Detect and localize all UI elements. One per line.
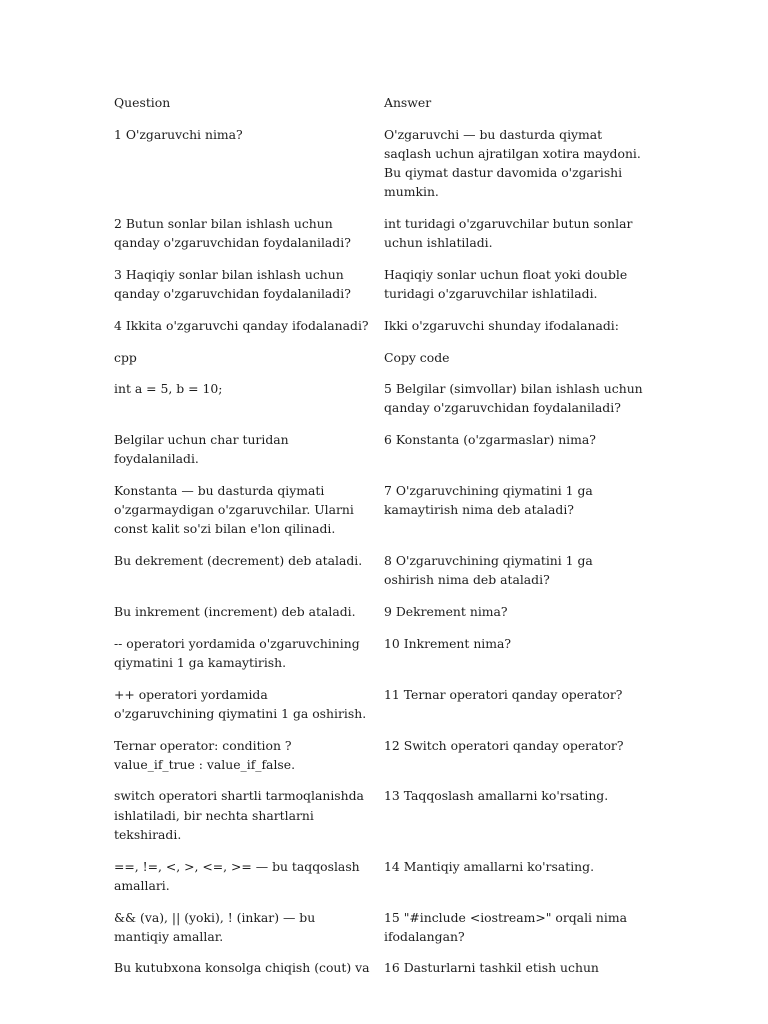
table-row: [114, 736, 644, 787]
cell-text: ++ operatori yordamida o'zgaruvchining qiymatini 1 ga oshirish.: [114, 686, 367, 721]
table-cell-left: [114, 265, 384, 316]
table-row: [114, 348, 644, 380]
cell-text: 2 Butun sonlar bilan ishlash uchun qanday o'zgaruvchidan foydalaniladi?: [114, 216, 351, 251]
cell-text: ==, !=, <, >, <=, >= — bu taqqoslash amallari.: [114, 858, 360, 893]
cell-text: Bu dekrement (decrement) deb ataladi.: [114, 553, 363, 569]
table-cell-right: [384, 379, 644, 430]
cell-text: O'zgaruvchi — bu dasturda qiymat saqlash uchun ajratilgan xotira maydoni. Bu qiymat dastur davomida o'zgarishi mumkin.: [384, 126, 641, 200]
table-cell-left: [114, 602, 384, 634]
table-row: [114, 857, 644, 908]
cell-text: 7 O'zgaruvchining qiymatini 1 ga kamaytirish nima deb ataladi?: [384, 483, 593, 518]
cell-text: 9 Dekrement nima?: [384, 604, 508, 620]
table-cell-left: [114, 316, 384, 348]
cell-text: 8 O'zgaruvchining qiymatini 1 ga oshirish nima deb ataladi?: [384, 553, 593, 588]
table-cell-left: [114, 125, 384, 214]
table-row: [114, 685, 644, 736]
table-row: [114, 316, 644, 348]
table-cell-left: [114, 348, 384, 380]
cell-text: 14 Mantiqiy amallarni ko'rsating.: [384, 858, 595, 874]
table-cell-right: [384, 857, 644, 908]
table-cell-left: [114, 430, 384, 481]
table-cell-right: [384, 908, 644, 959]
cell-text: 6 Konstanta (o'zgarmaslar) nima?: [384, 432, 596, 448]
cell-text: 3 Haqiqiy sonlar bilan ishlash uchun qanday o'zgaruvchidan foydalaniladi?: [114, 266, 351, 302]
table-cell-left: [114, 481, 384, 551]
table-row: [114, 214, 644, 265]
cell-text: -- operatori yordamida o'zgaruvchining qiymatini 1 ga kamaytirish.: [114, 635, 360, 670]
table-row: [114, 430, 644, 481]
table-cell-left: [114, 551, 384, 602]
table-cell-right: [384, 634, 644, 685]
cell-text: Konstanta — bu dasturda qiymati o'zgarmaydigan o'zgaruvchilar. Ularni const kalit so'zi bilan e'lon qilinadi.: [114, 483, 354, 537]
table-cell-right: [384, 685, 644, 736]
table-row: [114, 958, 644, 977]
cell-text: 11 Ternar operatori qanday operator?: [384, 686, 623, 702]
table-cell-right: [384, 481, 644, 551]
table-header-row: [114, 93, 644, 125]
cell-text: 16 Dasturlarni tashkil etish uchun: [384, 960, 599, 976]
table-cell-left: [114, 214, 384, 265]
table-row: [114, 908, 644, 959]
cell-text: 13 Taqqoslash amallarni ko'rsating.: [384, 788, 609, 804]
cell-text: int turidagi o'zgaruvchilar butun sonlar uchun ishlatiladi.: [384, 216, 633, 251]
header-answer: Answer: [384, 95, 432, 110]
table-cell-left: [114, 908, 384, 959]
cell-text: Bu inkrement (increment) deb ataladi.: [114, 604, 356, 620]
table-row: [114, 786, 644, 856]
table-cell-left: [114, 958, 384, 977]
table-cell-right: [384, 214, 644, 265]
table-cell-right: [384, 551, 644, 602]
table-row: [114, 634, 644, 685]
cell-text: 5 Belgilar (simvollar) bilan ishlash uchun qanday o'zgaruvchidan foydalaniladi?: [384, 381, 643, 416]
table-row: [114, 125, 644, 214]
cell-text: cpp: [114, 349, 137, 365]
table-cell-left: [114, 685, 384, 736]
table-row: [114, 602, 644, 634]
table-cell-right: [384, 430, 644, 481]
table-cell-right: [384, 316, 644, 348]
table-cell-right: [384, 786, 644, 856]
cell-text: 1 O'zgaruvchi nima?: [114, 126, 243, 142]
table-cell-left: [114, 736, 384, 787]
qa-table: [114, 93, 644, 978]
table-cell-right: [384, 348, 644, 380]
cell-text: 10 Inkrement nima?: [384, 635, 512, 651]
cell-text: 12 Switch operatori qanday operator?: [384, 737, 624, 753]
table-cell-left: [114, 379, 384, 430]
table-cell-left: [114, 857, 384, 908]
cell-text: Haqiqiy sonlar uchun float yoki double turidagi o'zgaruvchilar ishlatiladi.: [384, 266, 628, 302]
cell-text: int a = 5, b = 10;: [114, 381, 223, 397]
table-row: [114, 481, 644, 551]
cell-text: 15 "#include <iostream>" orqali nima ifodalangan?: [384, 909, 628, 944]
table-row: [114, 265, 644, 316]
table-cell-right: [384, 958, 644, 977]
table-row: [114, 551, 644, 602]
qa-table-body: [114, 93, 644, 978]
cell-text: 4 Ikkita o'zgaruvchi qanday ifodalanadi?: [114, 317, 369, 333]
cell-text: Belgilar uchun char turidan foydalaniladi.: [114, 432, 289, 467]
cell-text: Ternar operator: condition ? value_if_true : value_if_false.: [114, 737, 296, 772]
cell-text: Bu kutubxona konsolga chiqish (cout) va: [114, 960, 370, 976]
table-cell-left: [114, 786, 384, 856]
cell-text: Copy code: [384, 349, 450, 365]
table-cell-left: [114, 634, 384, 685]
table-row: [114, 379, 644, 430]
table-cell-right: [384, 602, 644, 634]
table-cell-right: [384, 265, 644, 316]
cell-text: Ikki o'zgaruvchi shunday ifodalanadi:: [384, 317, 619, 333]
cell-text: switch operatori shartli tarmoqlanishda ishlatiladi, bir nechta shartlarni tekshiradi.: [114, 788, 364, 842]
table-cell-right: [384, 736, 644, 787]
table-cell-right: [384, 125, 644, 214]
cell-text: && (va), || (yoki), ! (inkar) — bu mantiqiy amallar.: [114, 909, 316, 944]
header-question: Question: [114, 95, 171, 110]
